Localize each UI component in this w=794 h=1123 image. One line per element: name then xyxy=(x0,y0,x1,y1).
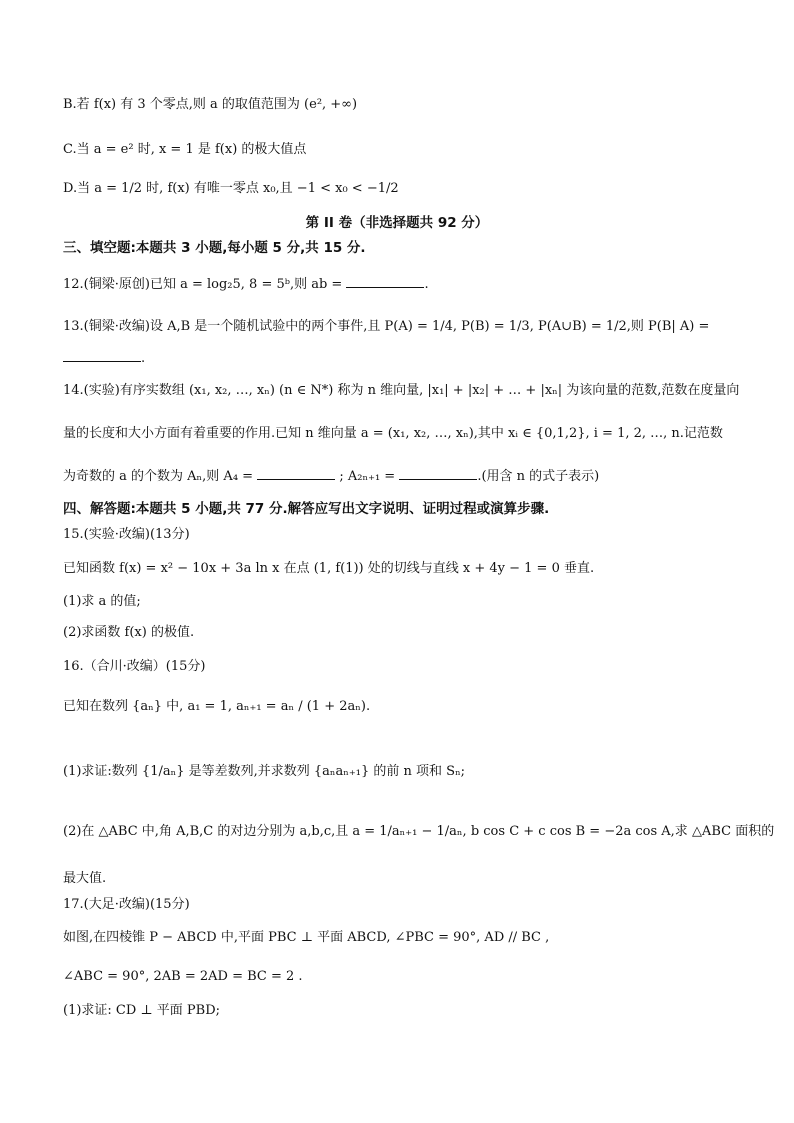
option-d: D.当 a = 1/2 时, f(x) 有唯一零点 x₀,且 −1 < x₀ < −1/2 xyxy=(63,181,399,196)
section-title: 第 II 卷（非选择题共 92 分） xyxy=(305,215,489,231)
question-16-part2-cont: 最大值. xyxy=(63,871,107,886)
question-17-head: 17.(大足·改编)(15分) xyxy=(63,897,190,912)
question-12: 12.(铜梁·原创)已知 a = log₂5, 8 = 5ᵇ,则 ab = . xyxy=(63,277,429,292)
question-16-part2: (2)在 △ABC 中,角 A,B,C 的对边分别为 a,b,c,且 a = 1/aₙ₊₁ − 1/aₙ, b cos C + c cos B = −2a cos A,求 △ABC 面积的 xyxy=(63,824,775,839)
question-14-line2: 量的长度和大小方面有着重要的作用.已知 n 维向量 a = (x₁, x₂, …, xₙ),其中 xᵢ ∈ {0,1,2}, i = 1, 2, …, n.记范数 xyxy=(63,426,723,441)
question-16-head: 16.（合川·改编）(15分) xyxy=(63,659,206,674)
part3-heading: 三、填空题:本题共 3 小题,每小题 5 分,共 15 分. xyxy=(63,240,366,256)
question-14-part-b: ; A₂ₙ₊₁ = xyxy=(339,469,396,484)
answer-blank-14a[interactable] xyxy=(257,468,335,480)
option-b: B.若 f(x) 有 3 个零点,则 a 的取值范围为 (e², +∞) xyxy=(63,97,358,112)
question-17-stem2: ∠ABC = 90°, 2AB = 2AD = BC = 2 . xyxy=(63,969,303,984)
question-15-head: 15.(实验·改编)(13分) xyxy=(63,527,190,542)
answer-blank-12[interactable] xyxy=(346,276,424,288)
question-12-text: 12.(铜梁·原创)已知 a = log₂5, 8 = 5ᵇ,则 ab = xyxy=(63,277,343,292)
answer-blank-13[interactable] xyxy=(63,350,141,362)
question-14-part-c: .(用含 n 的式子表示) xyxy=(477,469,600,484)
question-17-part1: (1)求证: CD ⊥ 平面 PBD; xyxy=(63,1003,221,1018)
question-14-line3 xyxy=(63,468,599,483)
question-15-stem: 已知函数 f(x) = x² − 10x + 3a ln x 在点 (1, f(1)) 处的切线与直线 x + 4y − 1 = 0 垂直. xyxy=(63,561,595,576)
question-13: 13.(铜梁·改编)设 A,B 是一个随机试验中的两个事件,且 P(A) = 1/4, P(B) = 1/3, P(A∪B) = 1/2,则 P(B| A) = xyxy=(63,319,710,334)
answer-blank-14b[interactable] xyxy=(399,468,477,480)
question-16-stem: 已知在数列 {aₙ} 中, a₁ = 1, aₙ₊₁ = aₙ / (1 + 2aₙ). xyxy=(63,699,371,714)
question-16-part1: (1)求证:数列 {1/aₙ} 是等差数列,并求数列 {aₙaₙ₊₁} 的前 n 项和 Sₙ; xyxy=(63,764,466,779)
question-15-part2: (2)求函数 f(x) 的极值. xyxy=(63,625,195,640)
option-c: C.当 a = e² 时, x = 1 是 f(x) 的极大值点 xyxy=(63,142,307,157)
part4-heading: 四、解答题:本题共 5 小题,共 77 分.解答应写出文字说明、证明过程或演算步骤. xyxy=(63,501,550,517)
question-17-stem1: 如图,在四棱锥 P − ABCD 中,平面 PBC ⊥ 平面 ABCD, ∠PBC = 90°, AD // BC , xyxy=(63,930,550,945)
question-14-line1: 14.(实验)有序实数组 (x₁, x₂, …, xₙ) (n ∈ N*) 称为 n 维向量, |x₁| + |x₂| + … + |xₙ| 为该向量的范数,范数在度量向 xyxy=(63,383,740,398)
question-15-part1: (1)求 a 的值; xyxy=(63,594,141,609)
question-13-blank-line: . xyxy=(63,350,145,365)
question-14-part-a: 为奇数的 a 的个数为 Aₙ,则 A₄ = xyxy=(63,469,254,484)
